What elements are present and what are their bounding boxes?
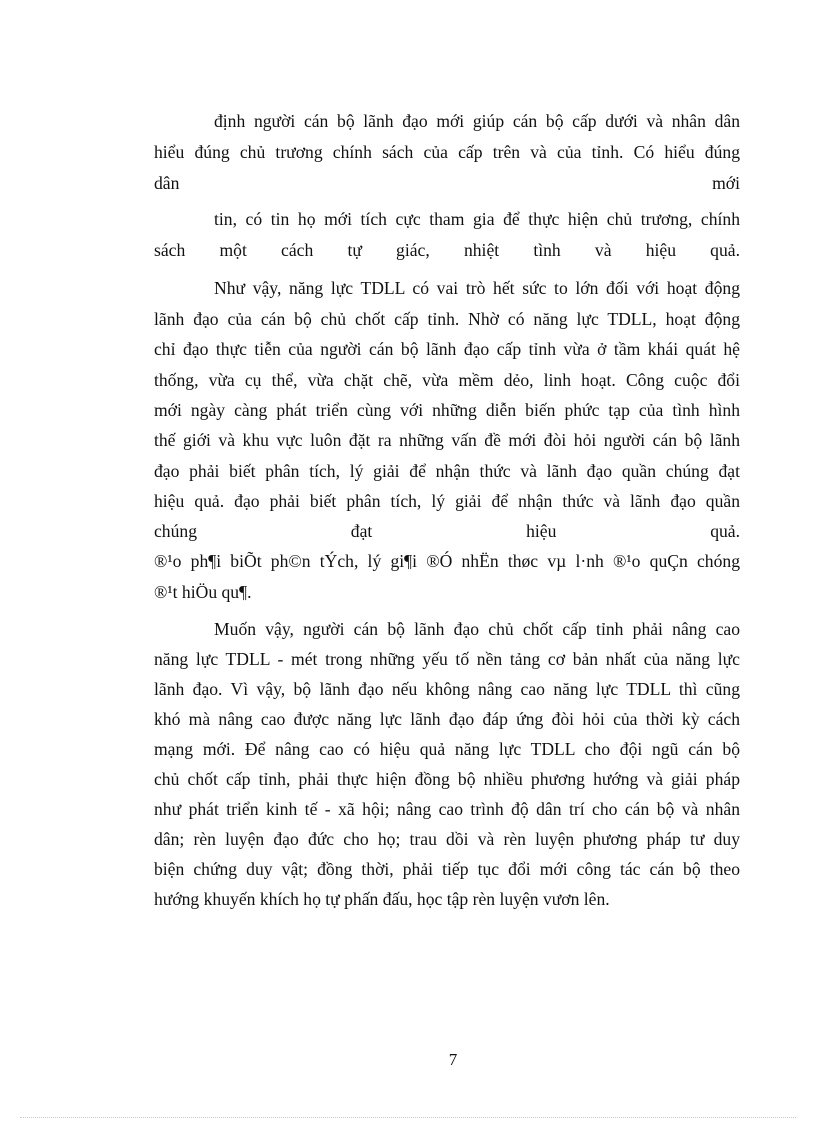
text-line: khó mà nâng cao được năng lực lãnh đạo đáp ứng đòi hỏi của thời kỳ cách [154, 709, 740, 729]
text-line: chỉ đạo thực tiễn của người cán bộ lãnh đạo cấp tỉnh vừa ở tầm khái quát hệ [154, 339, 740, 359]
text-line: dân; rèn luyện đạo đức cho họ; trau dồi và rèn luyện phương pháp tư duy [154, 829, 740, 849]
text-line: chúng đạt hiệu quả. [154, 521, 740, 541]
text-line: Muốn vậy, người cán bộ lãnh đạo chủ chốt cấp tỉnh phải nâng cao [214, 619, 740, 639]
text-line: chủ chốt cấp tỉnh, phải thực hiện đồng bộ nhiều phương hướng và giải pháp [154, 769, 740, 789]
text-line: dân mới [154, 173, 740, 193]
text-line: sách một cách tự giác, nhiệt tình và hiệu quả. [154, 240, 740, 260]
page-number: 7 [448, 1050, 458, 1069]
text-line: như phát triển kinh tế - xã hội; nâng cao trình độ dân trí cho cán bộ và nhân [154, 799, 740, 819]
text-line: lãnh đạo. Vì vậy, bộ lãnh đạo nếu không nâng cao năng lực TDLL thì cũng [154, 679, 740, 699]
text-line: định người cán bộ lãnh đạo mới giúp cán bộ cấp dưới và nhân dân [214, 111, 740, 131]
text-line: đạo phải biết phân tích, lý giải để nhận thức và lãnh đạo quần chúng đạt [154, 461, 740, 481]
page-bottom-divider [20, 1117, 796, 1118]
text-line: năng lực TDLL - mét trong những yếu tố nền tảng cơ bản nhất của năng lực [154, 649, 740, 669]
text-line: thế giới và khu vực luôn đặt ra những vấn đề mới đòi hỏi người cán bộ lãnh [154, 430, 740, 450]
text-line: lãnh đạo của cán bộ chủ chốt cấp tỉnh. Nhờ có năng lực TDLL, hoạt động [154, 309, 740, 329]
legacy-encoded-text-line: ®¹t hiÖu qu¶. [154, 582, 252, 602]
text-line: biện chứng duy vật; đồng thời, phải tiếp tục đổi mới công tác cán bộ theo [154, 859, 740, 879]
text-line: tin, có tin họ mới tích cực tham gia để thực hiện chủ trương, chính [214, 209, 740, 229]
text-line: hướng khuyến khích họ tự phấn đấu, học tập rèn luyện vươn lên. [154, 889, 610, 909]
text-line: Như vậy, năng lực TDLL có vai trò hết sức to lớn đối với hoạt động [214, 278, 740, 298]
text-line: hiệu quả. đạo phải biết phân tích, lý giải để nhận thức và lãnh đạo quần [154, 491, 740, 511]
text-line: mới ngày càng phát triển cùng với những diễn biến phức tạp của tình hình [154, 400, 740, 420]
text-line: thống, vừa cụ thể, vừa chặt chẽ, vừa mềm dẻo, linh hoạt. Công cuộc đổi [154, 370, 740, 390]
legacy-encoded-text-line: ®¹o ph¶i biÕt ph©n tÝch, lý gi¶i ®Ó nhËn thøc vµ l·nh ®¹o quÇn chóng [154, 551, 740, 571]
text-line: hiểu đúng chủ trương chính sách của cấp trên và của tỉnh. Có hiểu đúng [154, 142, 740, 162]
text-line: mạng mới. Để nâng cao có hiệu quả năng lực TDLL cho đội ngũ cán bộ [154, 739, 740, 759]
